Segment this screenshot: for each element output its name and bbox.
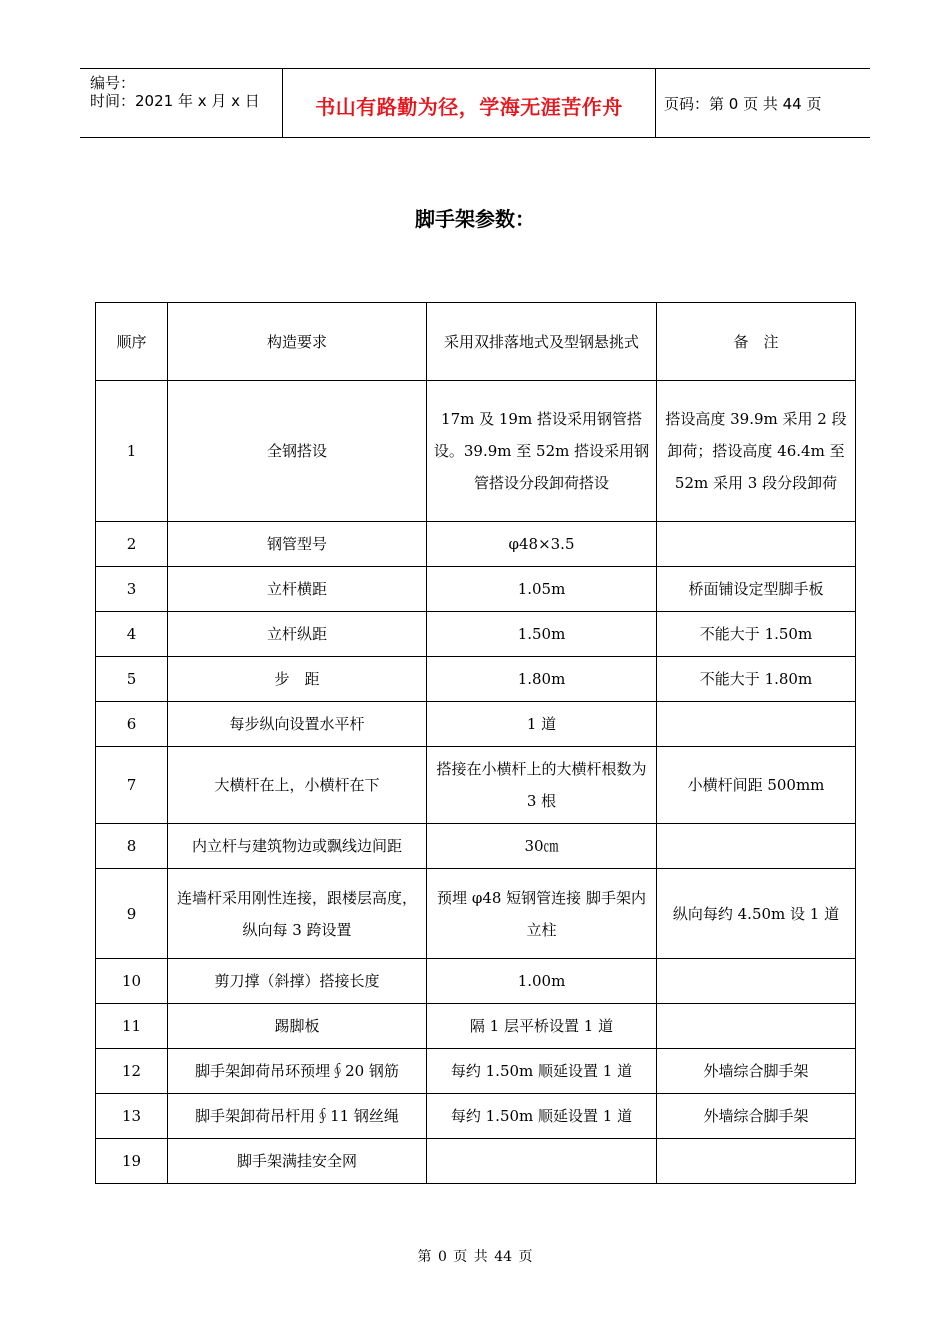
row-requirement: 脚手架卸荷吊环预埋∮20 钢筋 [168,1049,427,1094]
row-no: 13 [96,1094,168,1139]
row-requirement: 连墙杆采用刚性连接，跟楼层高度，纵向每 3 跨设置 [168,869,427,959]
document-id-label: 编号： [90,74,136,92]
table-row [96,1049,856,1094]
row-note [657,702,856,747]
row-requirement: 立杆纵距 [168,612,427,657]
table-row [96,657,856,702]
header-spec: 采用双排落地式及型钢悬挑式 [427,303,657,381]
row-no: 6 [96,702,168,747]
row-spec: 隔 1 层平桥设置 1 道 [427,1004,657,1049]
row-requirement: 立杆横距 [168,567,427,612]
row-note [657,824,856,869]
header-no: 顺序 [96,303,168,381]
row-spec: 预埋 φ48 短钢管连接 脚手架内立柱 [427,869,657,959]
header-page-cell [656,69,870,137]
table-row [96,381,856,522]
row-no: 9 [96,869,168,959]
document-time-label: 时间：2021 年 x 月 x 日 [90,92,260,110]
row-requirement: 脚手架卸荷吊杆用∮11 钢丝绳 [168,1094,427,1139]
row-requirement: 踢脚板 [168,1004,427,1049]
row-spec: 1.80m [427,657,657,702]
row-spec: 1.00m [427,959,657,1004]
header-requirement: 构造要求 [168,303,427,381]
row-spec: 每约 1.50m 顺延设置 1 道 [427,1049,657,1094]
row-no: 8 [96,824,168,869]
row-spec: 1.50m [427,612,657,657]
header-motto: 书山有路勤为径，学海无涯苦作舟 [315,95,623,119]
row-no: 7 [96,747,168,824]
row-spec [427,1139,657,1184]
table-row [96,869,856,959]
header-note: 备 注 [657,303,856,381]
row-no: 3 [96,567,168,612]
table-header-row [96,303,856,381]
row-no: 1 [96,381,168,522]
row-requirement: 脚手架满挂安全网 [168,1139,427,1184]
row-note: 桥面铺设定型脚手板 [657,567,856,612]
row-no: 12 [96,1049,168,1094]
row-requirement: 全钢搭设 [168,381,427,522]
page-title: 脚手架参数： [415,207,535,231]
row-note [657,1139,856,1184]
row-no: 2 [96,522,168,567]
table-row [96,1004,856,1049]
row-requirement: 步 距 [168,657,427,702]
row-requirement: 每步纵向设置水平杆 [168,702,427,747]
row-requirement: 钢管型号 [168,522,427,567]
row-note: 搭设高度 39.9m 采用 2 段卸荷；搭设高度 46.4m 至 52m 采用 3 段分段卸荷 [657,381,856,522]
row-no: 10 [96,959,168,1004]
row-note: 外墙综合脚手架 [657,1049,856,1094]
table-row [96,612,856,657]
table-row [96,824,856,869]
header-meta-cell [80,69,282,137]
row-note [657,959,856,1004]
table-row [96,702,856,747]
row-spec: φ48×3.5 [427,522,657,567]
row-requirement: 内立杆与建筑物边或飘线边间距 [168,824,427,869]
table-row [96,1094,856,1139]
row-note: 纵向每约 4.50m 设 1 道 [657,869,856,959]
row-spec: 1 道 [427,702,657,747]
table-row [96,1139,856,1184]
row-spec: 17m 及 19m 搭设采用钢管搭设。39.9m 至 52m 搭设采用钢管搭设分段卸荷搭设 [427,381,657,522]
table-row [96,567,856,612]
header-motto-cell [282,69,656,137]
row-requirement: 大横杆在上，小横杆在下 [168,747,427,824]
page-header [80,68,870,138]
row-no: 11 [96,1004,168,1049]
row-no: 5 [96,657,168,702]
row-no: 4 [96,612,168,657]
table-row [96,747,856,824]
page-footer: 第 0 页 共 44 页 [417,1249,533,1265]
row-spec: 每约 1.50m 顺延设置 1 道 [427,1094,657,1139]
scaffold-params-table [95,302,856,1184]
row-note [657,522,856,567]
row-spec: 搭接在小横杆上的大横杆根数为 3 根 [427,747,657,824]
table-row [96,522,856,567]
header-page-info: 页码：第 0 页 共 44 页 [664,95,822,113]
row-spec: 30㎝ [427,824,657,869]
row-note: 不能大于 1.50m [657,612,856,657]
row-note: 不能大于 1.80m [657,657,856,702]
row-note: 小横杆间距 500mm [657,747,856,824]
row-note: 外墙综合脚手架 [657,1094,856,1139]
row-no: 19 [96,1139,168,1184]
row-spec: 1.05m [427,567,657,612]
table-row [96,959,856,1004]
row-requirement: 剪刀撑（斜撑）搭接长度 [168,959,427,1004]
row-note [657,1004,856,1049]
